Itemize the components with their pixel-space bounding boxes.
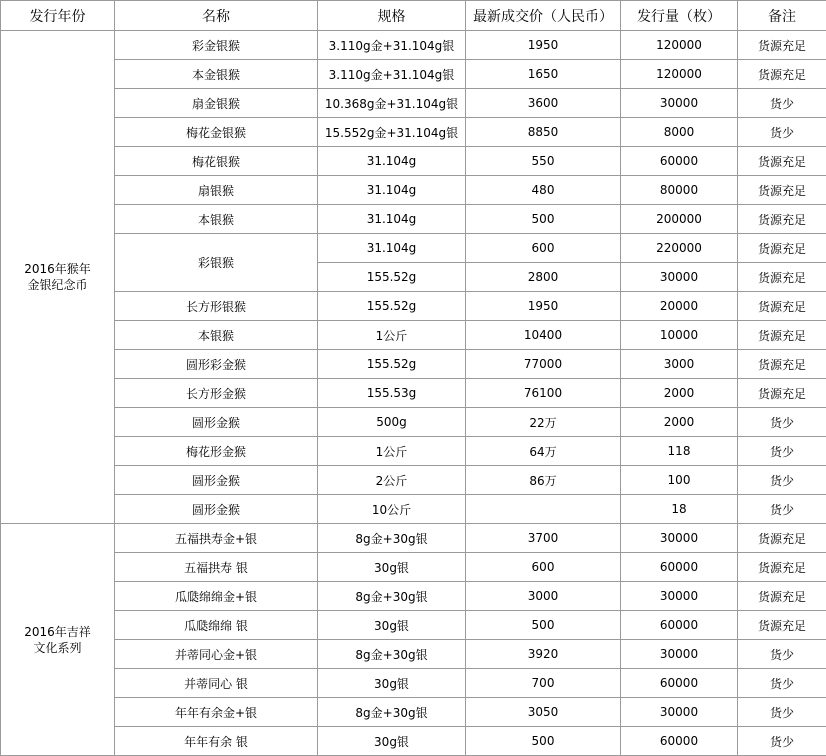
spec-cell: 15.552g金+31.104g银: [318, 118, 466, 147]
quantity-cell: 200000: [621, 205, 738, 234]
price-cell: 1950: [466, 292, 621, 321]
name-cell: 本银猴: [115, 205, 318, 234]
quantity-cell: 60000: [621, 553, 738, 582]
quantity-cell: 118: [621, 437, 738, 466]
year-line: 文化系列: [3, 640, 112, 656]
quantity-cell: 18: [621, 495, 738, 524]
year-line: 金银纪念币: [3, 277, 112, 293]
table-row: [1, 205, 826, 234]
table-row: [1, 466, 826, 495]
name-cell: 年年有余金+银: [115, 698, 318, 727]
table-row: [1, 408, 826, 437]
name-cell: 长方形金猴: [115, 379, 318, 408]
price-cell: 500: [466, 727, 621, 756]
table-row: [1, 379, 826, 408]
price-cell: 480: [466, 176, 621, 205]
note-cell: 货少: [738, 437, 826, 466]
note-cell: 货源充足: [738, 292, 826, 321]
spec-cell: 30g银: [318, 727, 466, 756]
price-cell: 22万: [466, 408, 621, 437]
note-cell: 货少: [738, 495, 826, 524]
spec-cell: 30g银: [318, 669, 466, 698]
header-name: 名称: [115, 1, 318, 31]
note-cell: 货源充足: [738, 263, 826, 292]
spec-cell: 155.52g: [318, 350, 466, 379]
note-cell: 货少: [738, 640, 826, 669]
year-cell: [1, 524, 115, 756]
quantity-cell: 60000: [621, 611, 738, 640]
table-row: [1, 147, 826, 176]
spec-cell: 155.52g: [318, 263, 466, 292]
price-cell: 3050: [466, 698, 621, 727]
table-row: [1, 669, 826, 698]
note-cell: 货源充足: [738, 553, 826, 582]
name-cell: 扇银猴: [115, 176, 318, 205]
table-row: [1, 321, 826, 350]
note-cell: 货少: [738, 408, 826, 437]
spec-cell: 155.53g: [318, 379, 466, 408]
quantity-cell: 120000: [621, 60, 738, 89]
quantity-cell: 80000: [621, 176, 738, 205]
spec-cell: 8g金+30g银: [318, 582, 466, 611]
header-price: 最新成交价（人民币）: [466, 1, 621, 31]
name-cell: 圆形金猴: [115, 408, 318, 437]
spec-cell: 31.104g: [318, 147, 466, 176]
quantity-cell: 120000: [621, 31, 738, 60]
note-cell: 货源充足: [738, 205, 826, 234]
quantity-cell: 30000: [621, 640, 738, 669]
price-cell: 64万: [466, 437, 621, 466]
note-cell: 货源充足: [738, 234, 826, 263]
table-row: [1, 698, 826, 727]
quantity-cell: 20000: [621, 292, 738, 321]
price-cell: 3920: [466, 640, 621, 669]
table-row: [1, 524, 826, 553]
name-cell: 并蒂同心 银: [115, 669, 318, 698]
note-cell: 货源充足: [738, 379, 826, 408]
spec-cell: 31.104g: [318, 234, 466, 263]
price-cell: 600: [466, 553, 621, 582]
price-cell: 3700: [466, 524, 621, 553]
table-row: [1, 118, 826, 147]
name-cell: 瓜瓞绵绵金+银: [115, 582, 318, 611]
spec-cell: 500g: [318, 408, 466, 437]
name-cell: 年年有余 银: [115, 727, 318, 756]
quantity-cell: 30000: [621, 89, 738, 118]
quantity-cell: 100: [621, 466, 738, 495]
note-cell: 货少: [738, 89, 826, 118]
name-cell: 梅花形金猴: [115, 437, 318, 466]
header-spec: 规格: [318, 1, 466, 31]
name-cell: 彩银猴: [115, 234, 318, 292]
note-cell: 货源充足: [738, 321, 826, 350]
note-cell: 货源充足: [738, 582, 826, 611]
note-cell: 货源充足: [738, 176, 826, 205]
note-cell: 货少: [738, 727, 826, 756]
header-quantity: 发行量（枚）: [621, 1, 738, 31]
quantity-cell: 220000: [621, 234, 738, 263]
note-cell: 货源充足: [738, 350, 826, 379]
price-cell: 86万: [466, 466, 621, 495]
spec-cell: 31.104g: [318, 205, 466, 234]
name-cell: 圆形金猴: [115, 495, 318, 524]
table-row: [1, 640, 826, 669]
spec-cell: 8g金+30g银: [318, 640, 466, 669]
price-cell: 3600: [466, 89, 621, 118]
note-cell: 货源充足: [738, 147, 826, 176]
price-cell: 2800: [466, 263, 621, 292]
name-cell: 扇金银猴: [115, 89, 318, 118]
table-row: [1, 553, 826, 582]
price-cell: 1950: [466, 31, 621, 60]
table-row: [1, 89, 826, 118]
price-cell: 76100: [466, 379, 621, 408]
quantity-cell: 30000: [621, 263, 738, 292]
name-cell: 梅花金银猴: [115, 118, 318, 147]
spec-cell: 3.110g金+31.104g银: [318, 60, 466, 89]
header-row: [1, 1, 826, 31]
spec-cell: 30g银: [318, 553, 466, 582]
price-cell: 77000: [466, 350, 621, 379]
name-cell: 本银猴: [115, 321, 318, 350]
name-cell: 并蒂同心金+银: [115, 640, 318, 669]
year-line: 2016年猴年: [3, 261, 112, 277]
quantity-cell: 60000: [621, 727, 738, 756]
price-cell: [466, 495, 621, 524]
note-cell: 货少: [738, 118, 826, 147]
table-row: [1, 727, 826, 756]
price-cell: 500: [466, 205, 621, 234]
year-line: 2016年吉祥: [3, 624, 112, 640]
spec-cell: 31.104g: [318, 176, 466, 205]
quantity-cell: 8000: [621, 118, 738, 147]
name-cell: 五福拱寿 银: [115, 553, 318, 582]
price-cell: 600: [466, 234, 621, 263]
note-cell: 货少: [738, 466, 826, 495]
spec-cell: 3.110g金+31.104g银: [318, 31, 466, 60]
quantity-cell: 10000: [621, 321, 738, 350]
spec-cell: 8g金+30g银: [318, 524, 466, 553]
quantity-cell: 60000: [621, 669, 738, 698]
header-note: 备注: [738, 1, 826, 31]
price-cell: 700: [466, 669, 621, 698]
spec-cell: 1公斤: [318, 321, 466, 350]
note-cell: 货源充足: [738, 31, 826, 60]
table-row: [1, 292, 826, 321]
table-body: [1, 31, 826, 756]
table-row: [1, 582, 826, 611]
table-row: [1, 350, 826, 379]
name-cell: 圆形金猴: [115, 466, 318, 495]
name-cell: 圆形彩金猴: [115, 350, 318, 379]
quantity-cell: 3000: [621, 350, 738, 379]
spec-cell: 30g银: [318, 611, 466, 640]
header-year: 发行年份: [1, 1, 115, 31]
note-cell: 货少: [738, 669, 826, 698]
price-cell: 550: [466, 147, 621, 176]
name-cell: 长方形银猴: [115, 292, 318, 321]
quantity-cell: 60000: [621, 147, 738, 176]
table-row: [1, 234, 826, 263]
spec-cell: 2公斤: [318, 466, 466, 495]
spec-cell: 10公斤: [318, 495, 466, 524]
spec-cell: 155.52g: [318, 292, 466, 321]
year-cell: [1, 31, 115, 524]
table-row: [1, 611, 826, 640]
name-cell: 瓜瓞绵绵 银: [115, 611, 318, 640]
price-cell: 8850: [466, 118, 621, 147]
spec-cell: 1公斤: [318, 437, 466, 466]
table-row: [1, 31, 826, 60]
spec-cell: 8g金+30g银: [318, 698, 466, 727]
note-cell: 货少: [738, 698, 826, 727]
quantity-cell: 2000: [621, 408, 738, 437]
price-cell: 500: [466, 611, 621, 640]
name-cell: 彩金银猴: [115, 31, 318, 60]
price-cell: 10400: [466, 321, 621, 350]
spec-cell: 10.368g金+31.104g银: [318, 89, 466, 118]
quantity-cell: 30000: [621, 582, 738, 611]
name-cell: 五福拱寿金+银: [115, 524, 318, 553]
quantity-cell: 30000: [621, 524, 738, 553]
table-row: [1, 495, 826, 524]
note-cell: 货源充足: [738, 611, 826, 640]
table-row: [1, 437, 826, 466]
quantity-cell: 30000: [621, 698, 738, 727]
price-cell: 1650: [466, 60, 621, 89]
name-cell: 本金银猴: [115, 60, 318, 89]
note-cell: 货源充足: [738, 60, 826, 89]
price-cell: 3000: [466, 582, 621, 611]
table-row: [1, 176, 826, 205]
quantity-cell: 2000: [621, 379, 738, 408]
table-row: [1, 60, 826, 89]
name-cell: 梅花银猴: [115, 147, 318, 176]
note-cell: 货源充足: [738, 524, 826, 553]
